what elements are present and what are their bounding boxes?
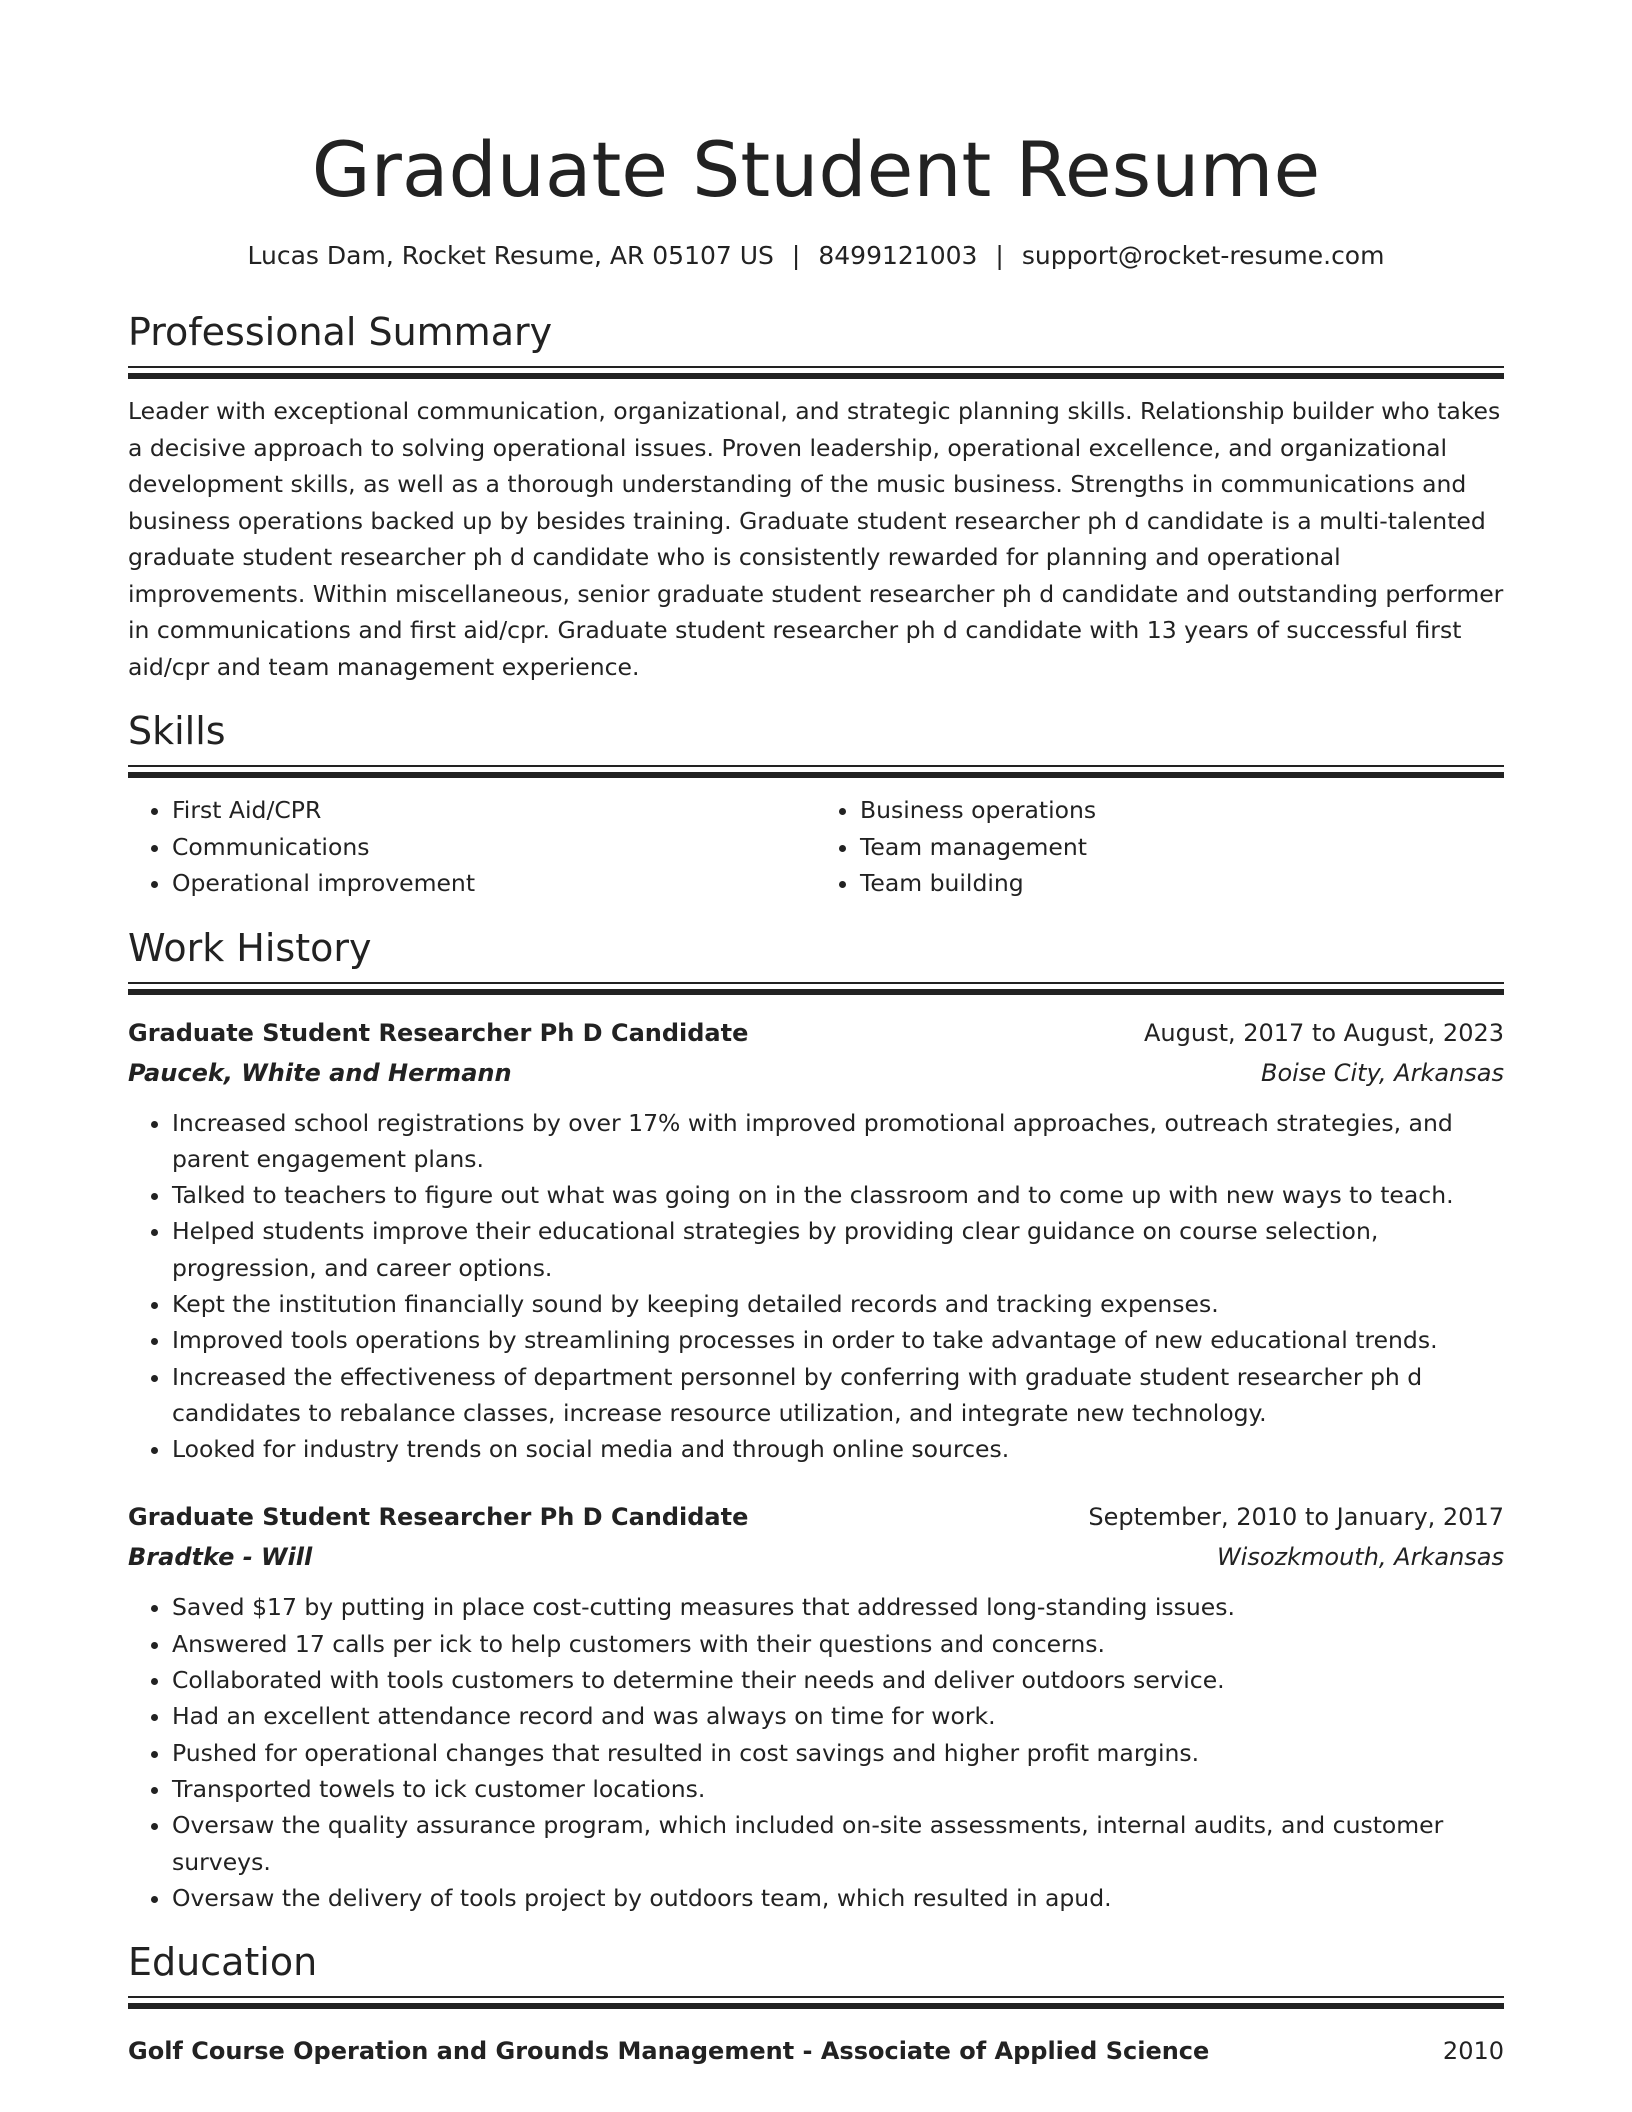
- contact-email: support@rocket-resume.com: [1021, 241, 1385, 270]
- education-entry: [128, 2031, 1504, 2071]
- skills-columns: [128, 792, 1504, 902]
- contact-separator: |: [995, 241, 1004, 270]
- skill-item: • Operational improvement: [172, 865, 816, 902]
- job-subheader: [128, 1537, 1504, 1577]
- section-divider: [128, 366, 1504, 379]
- job-header: [128, 1497, 1504, 1537]
- skill-item: • Team building: [860, 865, 1504, 902]
- job-bullet: • Answered 17 calls per ick to help customers with their questions and concerns.: [172, 1626, 1504, 1662]
- skills-list-right: [816, 792, 1504, 902]
- skill-item: • Communications: [172, 829, 816, 866]
- job-bullet: • Oversaw the quality assurance program, which included on-site assessments, internal audits, and customer surveys.: [172, 1807, 1504, 1880]
- job-title: Graduate Student Researcher Ph D Candidate: [128, 1503, 749, 1532]
- contact-address: Lucas Dam, Rocket Resume, AR 05107 US: [247, 241, 774, 270]
- job-bullet: • Increased school registrations by over 17% with improved promotional approaches, outreach strategies, and parent engagement plans.: [172, 1105, 1504, 1178]
- contact-phone: 8499121003: [818, 241, 978, 270]
- skill-item: • Team management: [860, 829, 1504, 866]
- job-dates: September, 2010 to January, 2017: [1088, 1503, 1504, 1532]
- job-bullet: • Saved $17 by putting in place cost-cutting measures that addressed long-standing issues.: [172, 1589, 1504, 1625]
- job-title: Graduate Student Researcher Ph D Candidate: [128, 1018, 749, 1047]
- work-history-section: [128, 924, 1504, 1917]
- job-company: Paucek, White and Hermann: [128, 1058, 512, 1087]
- job-bullet: • Helped students improve their educational strategies by providing clear guidance on course selection, progression, and career options.: [172, 1213, 1504, 1286]
- section-divider: [128, 765, 1504, 778]
- education-degree: Golf Course Operation and Grounds Management - Associate of Applied Science: [128, 2037, 1210, 2066]
- job-header: [128, 1013, 1504, 1053]
- contact-line: [128, 240, 1504, 272]
- job-bullet: • Pushed for operational changes that resulted in cost savings and higher profit margins.: [172, 1735, 1504, 1771]
- job-bullets: [128, 1589, 1504, 1916]
- skill-item: • Business operations: [860, 792, 1504, 829]
- job-location: Boise City, Arkansas: [1261, 1058, 1504, 1087]
- job-bullet: • Improved tools operations by streamlining processes in order to take advantage of new educational trends.: [172, 1322, 1504, 1358]
- document-title: Graduate Student Resume: [311, 125, 1321, 214]
- job-bullet: • Kept the institution financially sound by keeping detailed records and tracking expenses.: [172, 1286, 1504, 1322]
- job-entry: [128, 1013, 1504, 1468]
- job-bullet: • Talked to teachers to figure out what was going on in the classroom and to come up with new ways to teach.: [172, 1177, 1504, 1213]
- job-company: Bradtke - Will: [128, 1543, 313, 1572]
- skills-section: [128, 707, 1504, 902]
- job-entry: [128, 1497, 1504, 1916]
- resume-page: [128, 0, 1504, 2071]
- section-heading-work-history: Work History: [128, 925, 372, 970]
- section-divider: [128, 1996, 1504, 2009]
- summary-section: [128, 308, 1504, 685]
- job-bullet: • Looked for industry trends on social media and through online sources.: [172, 1431, 1504, 1467]
- skills-list-left: [128, 792, 816, 902]
- section-divider: [128, 982, 1504, 995]
- section-heading-education: Education: [128, 1940, 318, 1985]
- section-heading-skills: Skills: [128, 709, 226, 753]
- education-year: 2010: [1442, 2037, 1504, 2066]
- education-section: [128, 1938, 1504, 2071]
- job-bullet: • Collaborated with tools customers to determine their needs and deliver outdoors service.: [172, 1662, 1504, 1698]
- job-bullet: • Transported towels to ick customer locations.: [172, 1771, 1504, 1807]
- job-bullets: [128, 1105, 1504, 1468]
- job-bullet: • Increased the effectiveness of department personnel by conferring with graduate student researcher ph d candidates to rebalance classes, increase resource utilization, and integrate new technology.: [172, 1359, 1504, 1432]
- skill-item: • First Aid/CPR: [172, 792, 816, 829]
- contact-separator: |: [791, 241, 801, 270]
- job-bullet: • Had an excellent attendance record and was always on time for work.: [172, 1698, 1504, 1734]
- job-bullet: • Oversaw the delivery of tools project by outdoors team, which resulted in apud.: [172, 1880, 1504, 1916]
- job-dates: August, 2017 to August, 2023: [1144, 1018, 1504, 1047]
- job-subheader: [128, 1053, 1504, 1093]
- section-heading-summary: Professional Summary: [128, 310, 553, 354]
- job-location: Wisozkmouth, Arkansas: [1216, 1543, 1504, 1572]
- summary-text: Leader with exceptional communication, organizational, and strategic planning skills. Relationship builder who takes a decisive approach to solving operational issues. Proven leadership, operational excellence, and organizational development skills, as well as a thorough understanding of the music business. Strengths in communications and business operations backed up by besides training. Graduate student researcher ph d candidate is a multi-talented graduate student researcher ph d candidate who is consistently rewarded for planning and operational improvements. Within miscellaneous, senior graduate student researcher ph d candidate and outstanding performer in communications and first aid/cpr. Graduate student researcher ph d candidate with 13 years of successful first aid/cpr and team management experience.: [128, 397, 1504, 681]
